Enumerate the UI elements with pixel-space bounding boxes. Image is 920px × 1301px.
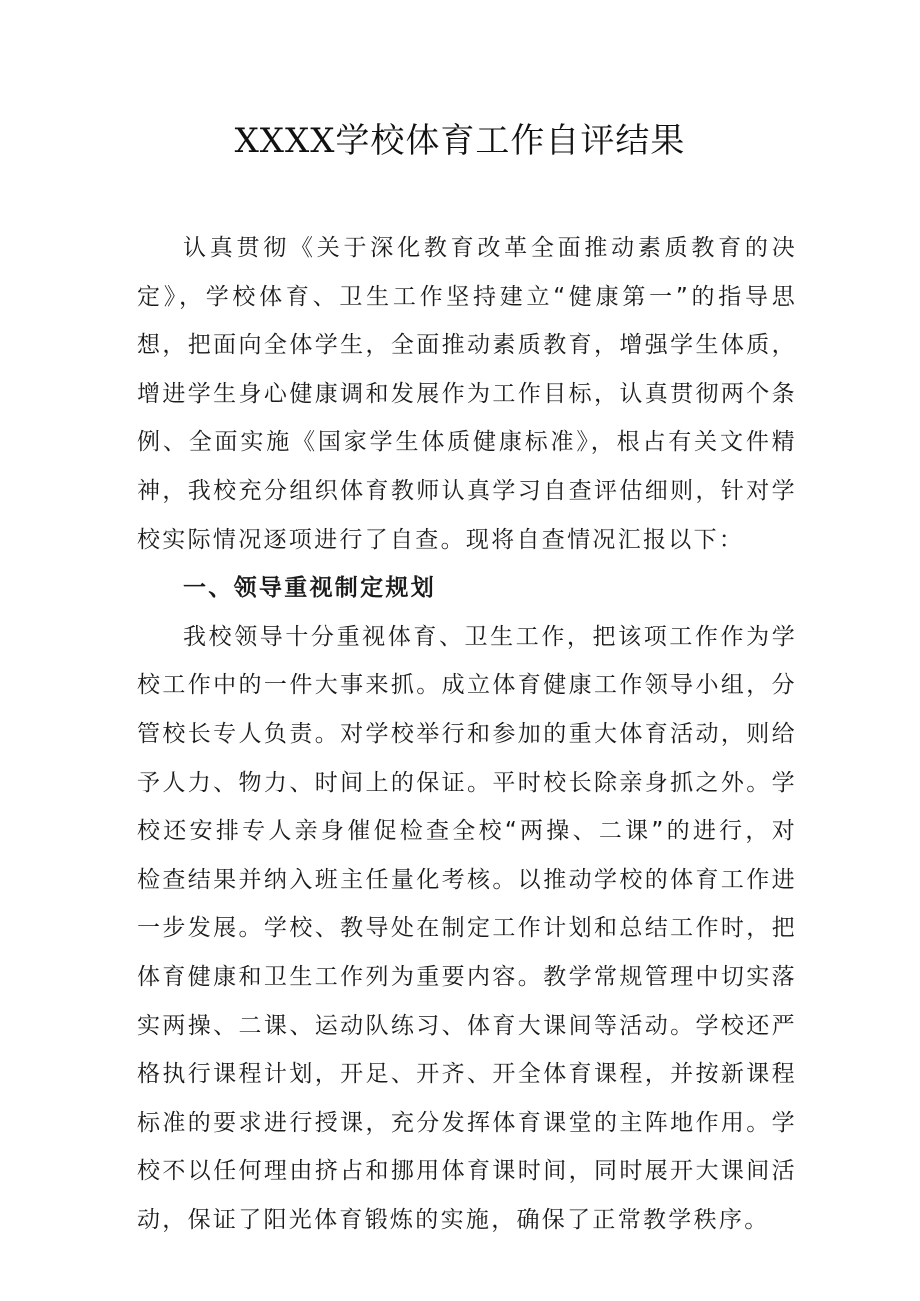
section-paragraph: 我校领导十分重视体育、卫生工作，把该项工作作为学校工作中的一件大事来抓。成立体育健康工作领导小组，分管校长专人负责。对学校举行和参加的重大体育活动，则给予人力、物力、时间上的保证。平时校长除亲身抓之外。学校还安排专人亲身催促检查全校“两操、二课”的进行，对检查结果并纳入班主任量化考核。以推动学校的体育工作进一步发展。学校、教导处在制定工作计划和总结工作时，把体育健康和卫生工作列为重要内容。教学常规管理中切实落实两操、二课、运动队练习、体育大课间等活动。学校还严格执行课程计划，开足、开齐、开全体育课程，并按新课程标准的要求进行授课，充分发挥体育课堂的主阵地作用。学校不以任何理由挤占和挪用体育课时间，同时展开大课间活动，保证了阳光体育锻炼的实施，确保了正常教学秩序。: [137, 623, 797, 1233]
section-heading: 一、领导重视制定规划: [183, 575, 436, 602]
document-title: XXXX学校体育工作自评结果: [234, 121, 686, 161]
document-body: [137, 224, 797, 1244]
intro-paragraph: 认真贯彻《关于深化教育改革全面推动素质教育的决定》，学校体育、卫生工作坚持建立“健康第一”的指导思想，把面向全体学生，全面推动素质教育，增强学生体质，增进学生身心健康调和发展作为工作目标，认真贯彻两个条例、全面实施《国家学生体质健康标准》，根占有关文件精神，我校充分组织体育教师认真学习自查评估细则，针对学校实际情况逐项进行了自查。现将自查情况汇报以下：: [137, 235, 797, 553]
